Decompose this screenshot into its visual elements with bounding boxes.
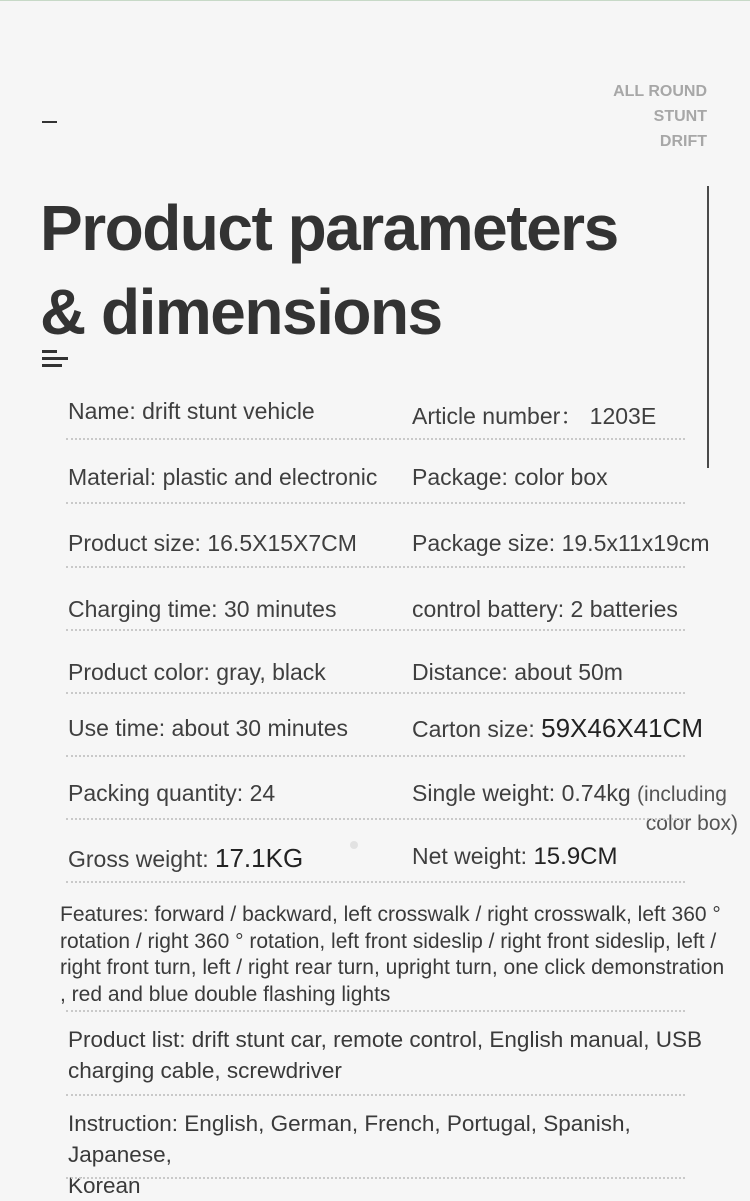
param-name xyxy=(68,398,315,425)
param-packing-quantity xyxy=(68,780,275,807)
row-divider xyxy=(66,566,685,568)
row-divider xyxy=(66,692,685,694)
instruction-line: Instruction: English, German, French, Portugal, Spanish, Japanese, xyxy=(68,1111,631,1167)
param-control-battery xyxy=(412,596,678,623)
param-value: gray, black xyxy=(216,659,326,685)
tagline-line: DRIFT xyxy=(659,133,707,150)
param-label: Use time: xyxy=(68,715,166,741)
features-block xyxy=(60,902,750,1008)
param-label: Package: xyxy=(412,464,508,490)
param-value: 17.1KG xyxy=(215,843,304,873)
param-label: control battery: xyxy=(412,596,565,622)
features-line: right front turn, left / right rear turn, upright turn, one click demonstration xyxy=(60,956,725,979)
title-line: & dimensions xyxy=(40,276,442,348)
header-dash xyxy=(42,121,57,123)
row-divider xyxy=(66,1177,685,1179)
param-product-size xyxy=(68,530,357,557)
page-title xyxy=(40,186,618,354)
param-label: Packing quantity: xyxy=(68,780,244,806)
param-label: Single weight: xyxy=(412,780,556,806)
param-value: about 50m xyxy=(514,659,623,685)
menu-lines-icon xyxy=(42,350,68,370)
top-border xyxy=(0,0,750,1)
param-label: Name: xyxy=(68,398,136,424)
param-label: Net weight: xyxy=(412,843,528,869)
features-line: rotation / right 360 ° rotation, left front sideslip / right front sideslip, left / xyxy=(60,929,717,953)
param-label: Material: xyxy=(68,464,157,490)
features-line: Features: forward / backward, left crosswalk / right crosswalk, left 360 ° xyxy=(60,903,721,926)
row-divider xyxy=(66,818,685,820)
param-value: 19.5x11x19cm xyxy=(561,530,710,556)
param-value: 30 minutes xyxy=(223,596,337,622)
tagline-line: STUNT xyxy=(653,108,707,125)
param-product-color xyxy=(68,659,326,686)
param-value: 1203E xyxy=(589,403,657,429)
param-net-weight xyxy=(412,843,618,871)
param-material xyxy=(68,464,377,491)
param-value: 59X46X41CM xyxy=(541,713,703,743)
param-value: 16.5X15X7CM xyxy=(207,530,357,556)
row-divider xyxy=(66,881,685,883)
param-value: 24 xyxy=(249,780,276,806)
param-use-time xyxy=(68,715,348,742)
param-value: 0.74kg xyxy=(561,780,631,806)
param-value: drift stunt vehicle xyxy=(142,398,315,424)
param-label: Article number： xyxy=(412,403,584,429)
row-divider xyxy=(66,502,685,504)
param-value: about 30 minutes xyxy=(171,715,348,741)
param-distance xyxy=(412,659,623,686)
param-label: Package size: xyxy=(412,530,556,556)
vertical-divider xyxy=(707,186,709,468)
param-label: Distance: xyxy=(412,659,508,685)
param-note: (including xyxy=(637,783,727,806)
row-divider xyxy=(66,438,685,440)
product-list-line: Product list: drift stunt car, remote control, English manual, USB xyxy=(68,1027,703,1052)
instruction-block xyxy=(68,1108,728,1201)
param-charging-time xyxy=(68,596,336,623)
features-line: , red and blue double flashing lights xyxy=(60,982,391,1006)
param-label: Gross weight: xyxy=(68,846,209,872)
param-value: color box xyxy=(514,464,608,490)
param-label: Product color: xyxy=(68,659,210,685)
param-carton-size xyxy=(412,713,703,744)
instruction-line: Korean xyxy=(68,1173,141,1198)
product-list-line: charging cable, screwdriver xyxy=(68,1058,342,1083)
param-value: 15.9CM xyxy=(533,843,618,870)
param-note-continued: color box) xyxy=(645,812,738,835)
row-divider xyxy=(66,755,685,757)
param-package-size xyxy=(412,530,709,557)
tagline xyxy=(613,79,707,154)
param-label: Carton size: xyxy=(412,716,535,742)
param-gross-weight xyxy=(68,843,303,874)
param-article-number xyxy=(412,398,656,431)
row-divider xyxy=(66,1010,685,1012)
decorative-dot xyxy=(350,841,358,849)
param-label: Charging time: xyxy=(68,596,218,622)
product-list-block xyxy=(68,1024,728,1086)
row-divider xyxy=(66,629,685,631)
title-line: Product parameters xyxy=(40,192,618,264)
tagline-line: ALL ROUND xyxy=(613,83,707,100)
param-single-weight xyxy=(412,780,727,807)
param-label: Product size: xyxy=(68,530,201,556)
param-value: 2 batteries xyxy=(570,596,678,622)
param-value: plastic and electronic xyxy=(162,464,378,490)
row-divider xyxy=(66,1094,685,1096)
param-package xyxy=(412,464,608,491)
